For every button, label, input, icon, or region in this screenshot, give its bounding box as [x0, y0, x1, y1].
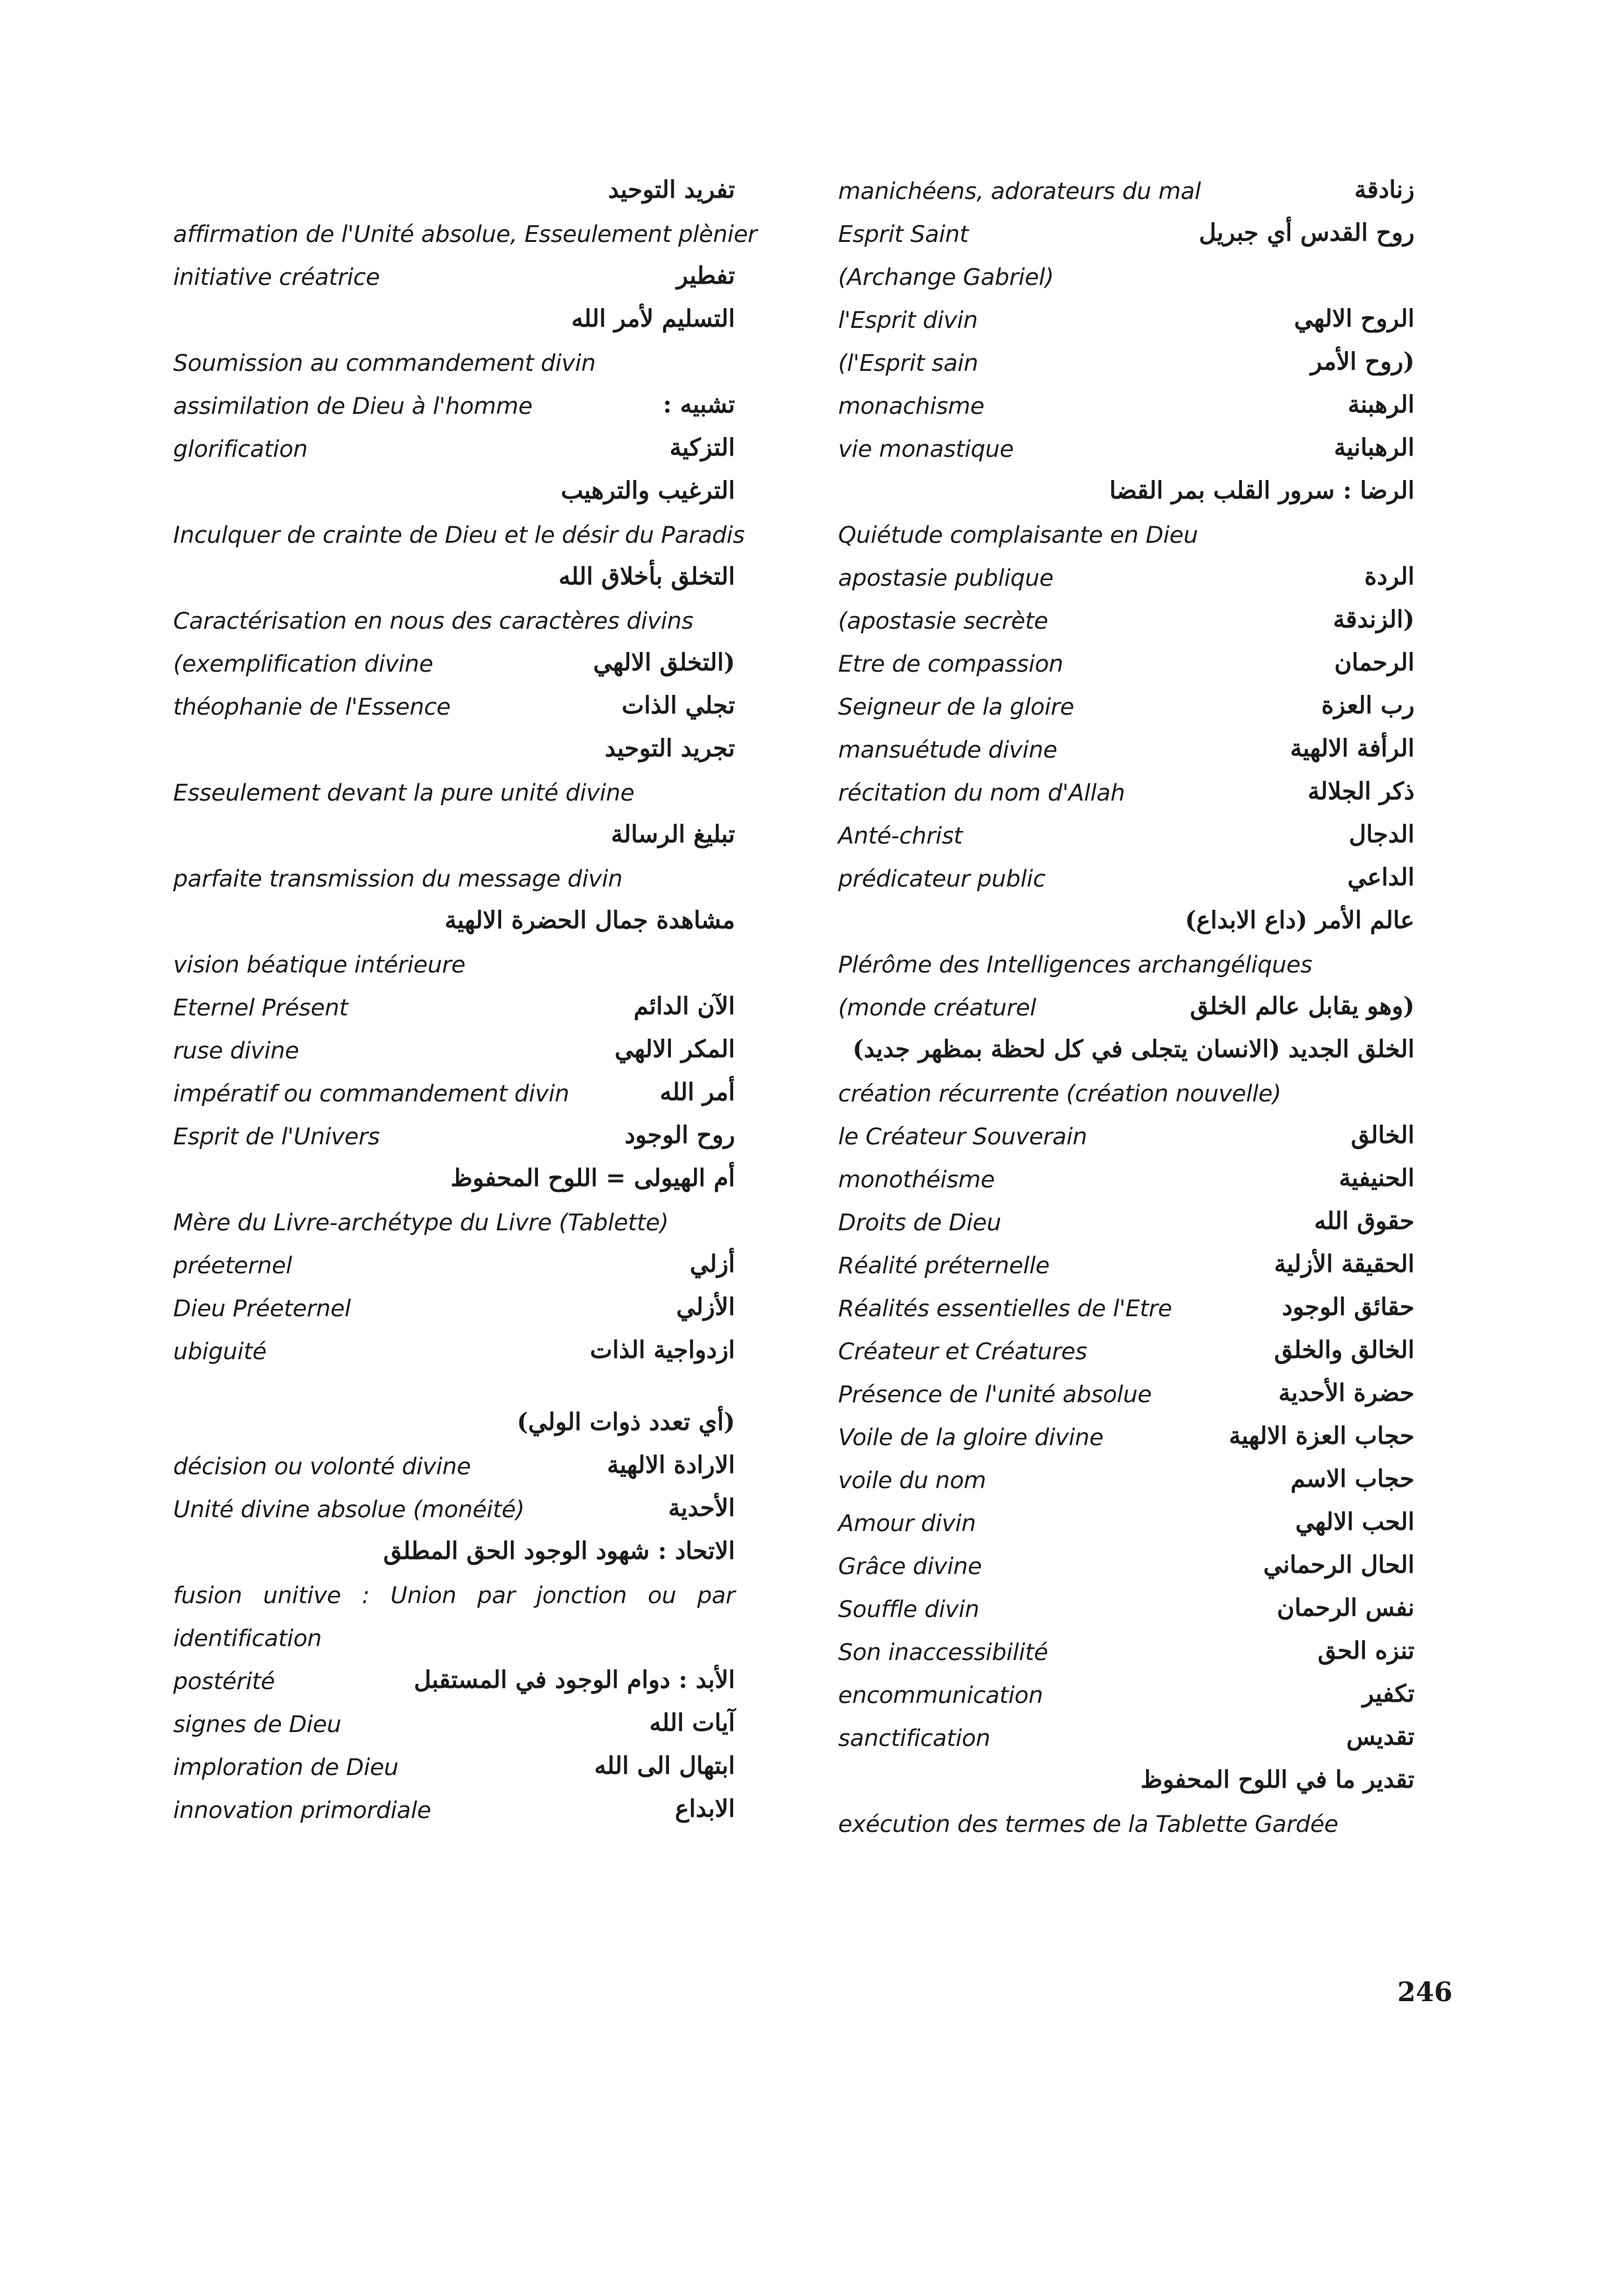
french-translation: (l'Esprit sain — [838, 350, 978, 377]
glossary-entry — [173, 340, 735, 383]
glossary-entry — [838, 555, 1414, 598]
glossary-entry — [838, 212, 1414, 255]
french-translation: exécution des termes de la Tablette Gardée — [838, 1811, 1338, 1838]
french-translation: l'Esprit divin — [838, 307, 978, 334]
french-translation: (Archange Gabriel) — [838, 264, 1054, 291]
arabic-term: حجاب العزة الالهية — [1229, 1422, 1414, 1450]
glossary-entry — [173, 1200, 735, 1243]
glossary-entry — [173, 770, 735, 813]
arabic-term: حقوق الله — [1314, 1207, 1414, 1235]
french-translation: ubiguité — [173, 1339, 267, 1365]
glossary-entry — [173, 555, 735, 598]
arabic-term: (روح الأمر — [1310, 348, 1414, 376]
glossary-entry — [838, 899, 1414, 942]
french-translation: (monde créaturel — [838, 995, 1036, 1021]
arabic-term: الرحمان — [1334, 649, 1414, 676]
french-translation: Grâce divine — [838, 1554, 982, 1580]
french-translation: Dieu Préeternel — [173, 1296, 351, 1322]
page-number: 246 — [1397, 1977, 1453, 2008]
glossary-entry — [173, 942, 735, 985]
french-translation: Esseulement devant la pure unité divine — [173, 780, 635, 807]
arabic-term: التخلق بأخلاق الله — [559, 563, 735, 590]
french-translation: Droits de Dieu — [838, 1210, 1001, 1236]
french-translation: monachisme — [838, 393, 985, 420]
glossary-entry — [173, 813, 735, 856]
glossary-entry — [838, 1157, 1414, 1200]
arabic-term: روح الوجود — [625, 1121, 735, 1149]
arabic-term: الاتحاد : شهود الوجود الحق المطلق — [383, 1537, 735, 1565]
glossary-entry — [173, 1487, 735, 1530]
glossary-entry — [173, 1530, 735, 1573]
french-translation: identification — [173, 1626, 322, 1652]
glossary-entry — [838, 255, 1414, 297]
french-translation: Etre de compassion — [838, 651, 1063, 678]
french-translation: le Créateur Souverain — [838, 1124, 1087, 1150]
french-translation: Soumission au commandement divin — [173, 350, 596, 377]
glossary-entry — [173, 1243, 735, 1286]
arabic-term: ذكر الجلالة — [1307, 777, 1414, 805]
glossary-entry — [173, 1028, 735, 1071]
glossary-entry — [173, 641, 735, 684]
arabic-term: أمر الله — [660, 1078, 735, 1106]
glossary-entry — [838, 1243, 1414, 1286]
french-translation: parfaite transmission du message divin — [173, 866, 623, 892]
french-translation: vie monastique — [838, 436, 1014, 463]
glossary-entry — [838, 684, 1414, 727]
arabic-term: الأزلي — [676, 1293, 735, 1321]
french-translation: création récurrente (création nouvelle) — [838, 1081, 1282, 1107]
arabic-term: الترغيب والترهيب — [561, 477, 735, 504]
french-translation: signes de Dieu — [173, 1712, 342, 1738]
french-translation: Créateur et Créatures — [838, 1339, 1087, 1365]
glossary-entry — [838, 1587, 1414, 1630]
arabic-term: (وهو يقابل عالم الخلق — [1190, 992, 1414, 1020]
french-translation: décision ou volonté divine — [173, 1454, 471, 1480]
french-translation: Réalités essentielles de l'Etre — [838, 1296, 1173, 1322]
arabic-term: تقديس — [1346, 1723, 1414, 1751]
arabic-term: الدجال — [1348, 820, 1414, 848]
glossary-entry — [838, 1716, 1414, 1759]
glossary-entry — [173, 1157, 735, 1200]
glossary-entry — [173, 426, 735, 469]
french-translation: glorification — [173, 436, 308, 463]
french-translation: Voile de la gloire divine — [838, 1425, 1104, 1451]
french-translation: apostasie publique — [838, 565, 1054, 592]
glossary-entry — [173, 1616, 735, 1659]
glossary-entry — [838, 383, 1414, 426]
arabic-term: الرهبنة — [1348, 391, 1414, 418]
french-translation: Esprit de l'Univers — [173, 1124, 380, 1150]
arabic-term: الحب الالهي — [1295, 1508, 1414, 1536]
glossary-entry — [173, 1114, 735, 1157]
french-translation: assimilation de Dieu à l'homme — [173, 393, 533, 420]
glossary-entry — [173, 1071, 735, 1114]
arabic-term: أم الهيولى = اللوح المحفوظ — [450, 1164, 735, 1192]
arabic-term: نفس الرحمان — [1277, 1594, 1414, 1622]
glossary-entry — [838, 727, 1414, 770]
arabic-term: الحقيقة الأزلية — [1274, 1250, 1414, 1278]
arabic-term: تكفير — [1362, 1680, 1414, 1708]
glossary-entry — [838, 512, 1414, 555]
glossary-entry — [838, 1114, 1414, 1157]
glossary-entry — [173, 255, 735, 297]
french-translation: (exemplification divine — [173, 651, 434, 678]
french-translation: récitation du nom d'Allah — [838, 780, 1125, 807]
arabic-term: الأحدية — [668, 1494, 735, 1522]
glossary-entry — [838, 469, 1414, 512]
arabic-term: الروح الالهي — [1294, 305, 1414, 333]
arabic-term: رب العزة — [1321, 692, 1414, 719]
french-translation: encommunication — [838, 1682, 1043, 1709]
glossary-entry — [838, 770, 1414, 813]
glossary-entry — [838, 1759, 1414, 1801]
glossary-entry — [173, 856, 735, 899]
arabic-term: الحنيفية — [1338, 1164, 1414, 1192]
glossary-entry — [173, 1573, 735, 1616]
french-translation: sanctification — [838, 1725, 991, 1752]
arabic-term: تجلي الذات — [621, 692, 735, 719]
arabic-term: ابتهال الى الله — [594, 1752, 735, 1780]
french-translation: monothéisme — [838, 1167, 995, 1193]
arabic-term: المكر الالهي — [614, 1035, 735, 1063]
arabic-term: الداعي — [1347, 863, 1414, 891]
glossary-entry — [838, 942, 1414, 985]
french-translation: ruse divine — [173, 1038, 299, 1064]
arabic-term: الخلق الجديد (الانسان يتجلى في كل لحظة بمظهر جديد) — [852, 1035, 1414, 1063]
arabic-term: (التخلق الالهي — [593, 649, 735, 676]
arabic-term: حجاب الاسم — [1290, 1465, 1414, 1493]
arabic-term: تجريد التوحيد — [604, 734, 735, 762]
french-translation: initiative créatrice — [173, 264, 380, 291]
french-translation: (apostasie secrète — [838, 608, 1048, 635]
french-translation: mansuétude divine — [838, 737, 1058, 764]
glossary-entry — [173, 1401, 735, 1444]
french-translation: innovation primordiale — [173, 1798, 432, 1824]
arabic-term: (الزندقة — [1333, 606, 1414, 633]
arabic-term: آيات الله — [649, 1709, 735, 1737]
arabic-term: تشبيه : — [663, 391, 735, 418]
french-translation: affirmation de l'Unité absolue, Esseulement plènier — [173, 221, 757, 248]
glossary-entry — [173, 727, 735, 770]
french-translation: Mère du Livre-archétype du Livre (Tablette) — [173, 1210, 669, 1236]
glossary-entry — [838, 1544, 1414, 1587]
french-translation: manichéens, adorateurs du mal — [838, 178, 1201, 205]
glossary-entry — [173, 1286, 735, 1329]
glossary-entry — [173, 469, 735, 512]
french-translation: voile du nom — [838, 1468, 986, 1494]
arabic-term: زنادقة — [1354, 176, 1414, 204]
arabic-term: روح القدس أي جبريل — [1198, 219, 1414, 247]
french-translation: Eternel Présent — [173, 995, 348, 1021]
glossary-entry — [173, 1444, 735, 1487]
french-translation: Son inaccessibilité — [838, 1640, 1048, 1666]
arabic-term: (أي تعدد ذوات الولي) — [516, 1408, 735, 1436]
glossary-entry — [173, 212, 757, 255]
french-translation: Seigneur de la gloire — [838, 694, 1074, 721]
french-translation: Amour divin — [838, 1511, 976, 1537]
glossary-entry — [173, 985, 735, 1028]
glossary-entry — [173, 1329, 735, 1372]
arabic-term: الرضا : سرور القلب بمر القضا — [1109, 477, 1414, 504]
arabic-term: الخالق والخلق — [1274, 1336, 1414, 1364]
french-translation: préeternel — [173, 1253, 292, 1279]
glossary-entry — [838, 985, 1414, 1028]
glossary-entry — [838, 340, 1414, 383]
french-translation: imploration de Dieu — [173, 1755, 399, 1781]
french-translation: Anté-christ — [838, 823, 963, 850]
glossary-entry — [173, 1788, 735, 1831]
arabic-term: الرأفة الالهية — [1290, 734, 1414, 762]
glossary-entry — [838, 1630, 1414, 1673]
glossary-entry — [173, 512, 745, 555]
french-translation: postérité — [173, 1669, 275, 1695]
glossary-entry — [838, 1071, 1414, 1114]
glossary-entry — [838, 1458, 1414, 1501]
glossary-entry — [173, 1659, 735, 1702]
glossary-entry — [173, 297, 735, 340]
arabic-term: الارادة الالهية — [607, 1451, 735, 1479]
arabic-term: تفريد التوحيد — [608, 176, 735, 204]
glossary-entry — [838, 598, 1414, 641]
glossary-entry — [173, 899, 735, 942]
glossary-entry — [173, 684, 735, 727]
glossary-entry — [838, 1801, 1414, 1844]
arabic-term: حضرة الأحدية — [1278, 1379, 1414, 1407]
glossary-entry — [838, 1286, 1414, 1329]
left-column — [173, 169, 757, 1831]
arabic-term: حقائق الوجود — [1282, 1293, 1414, 1321]
glossary-entry — [173, 1702, 735, 1745]
glossary-entry — [173, 169, 735, 212]
french-translation: fusion unitive : Union par jonction ou par — [173, 1583, 735, 1609]
arabic-term: الردة — [1364, 563, 1414, 590]
glossary-entry — [838, 813, 1414, 856]
arabic-term: أزلي — [689, 1250, 735, 1278]
arabic-term: التزكية — [670, 434, 735, 461]
glossary-entry — [838, 1329, 1414, 1372]
arabic-term: عالم الأمر (داع الابداع) — [1184, 906, 1414, 934]
french-translation: théophanie de l'Essence — [173, 694, 451, 721]
right-column — [838, 169, 1414, 1844]
french-translation: prédicateur public — [838, 866, 1046, 892]
glossary-entry — [838, 1372, 1414, 1415]
arabic-term: الخالق — [1350, 1121, 1414, 1149]
french-translation: impératif ou commandement divin — [173, 1081, 570, 1107]
arabic-term: الحال الرحماني — [1263, 1551, 1414, 1579]
glossary-entry — [173, 1372, 735, 1401]
french-translation: Plérôme des Intelligences archangéliques — [838, 952, 1313, 978]
arabic-term: مشاهدة جمال الحضرة الالهية — [444, 906, 735, 934]
arabic-term: الأبد : دوام الوجود في المستقبل — [414, 1666, 735, 1694]
glossary-entry — [838, 1028, 1414, 1071]
french-translation: Présence de l'unité absolue — [838, 1382, 1152, 1408]
arabic-term: التسليم لأمر الله — [571, 305, 735, 333]
arabic-term: تقدير ما في اللوح المحفوظ — [1140, 1766, 1414, 1794]
french-translation: vision béatique intérieure — [173, 952, 465, 978]
arabic-term: تبليغ الرسالة — [611, 820, 735, 848]
french-translation: Unité divine absolue (monéité) — [173, 1497, 525, 1523]
glossary-entry — [838, 426, 1414, 469]
glossary-entry — [838, 856, 1414, 899]
arabic-term: ازدواجية الذات — [590, 1336, 735, 1364]
french-translation: Caractérisation en nous des caractères divins — [173, 608, 693, 635]
french-translation: Esprit Saint — [838, 221, 969, 248]
glossary-entry — [173, 1745, 735, 1788]
glossary-entry — [838, 1200, 1414, 1243]
glossary-entry — [838, 1415, 1414, 1458]
arabic-term: تفطير — [676, 262, 735, 290]
french-translation: Réalité préternelle — [838, 1253, 1050, 1279]
french-translation: Quiétude complaisante en Dieu — [838, 522, 1198, 549]
glossary-entry — [173, 598, 735, 641]
arabic-term: الابداع — [675, 1795, 735, 1823]
glossary-entry — [838, 641, 1414, 684]
glossary-entry — [173, 383, 735, 426]
arabic-term: الرهبانية — [1334, 434, 1414, 461]
glossary-entry — [838, 169, 1414, 212]
glossary-entry — [838, 1501, 1414, 1544]
glossary-entry — [838, 297, 1414, 340]
french-translation: Souffle divin — [838, 1597, 980, 1623]
glossary-entry — [838, 1673, 1414, 1716]
french-translation: Inculquer de crainte de Dieu et le désir du Paradis — [173, 522, 745, 549]
arabic-term: تنزه الحق — [1317, 1637, 1414, 1665]
arabic-term: الآن الدائم — [633, 992, 735, 1020]
